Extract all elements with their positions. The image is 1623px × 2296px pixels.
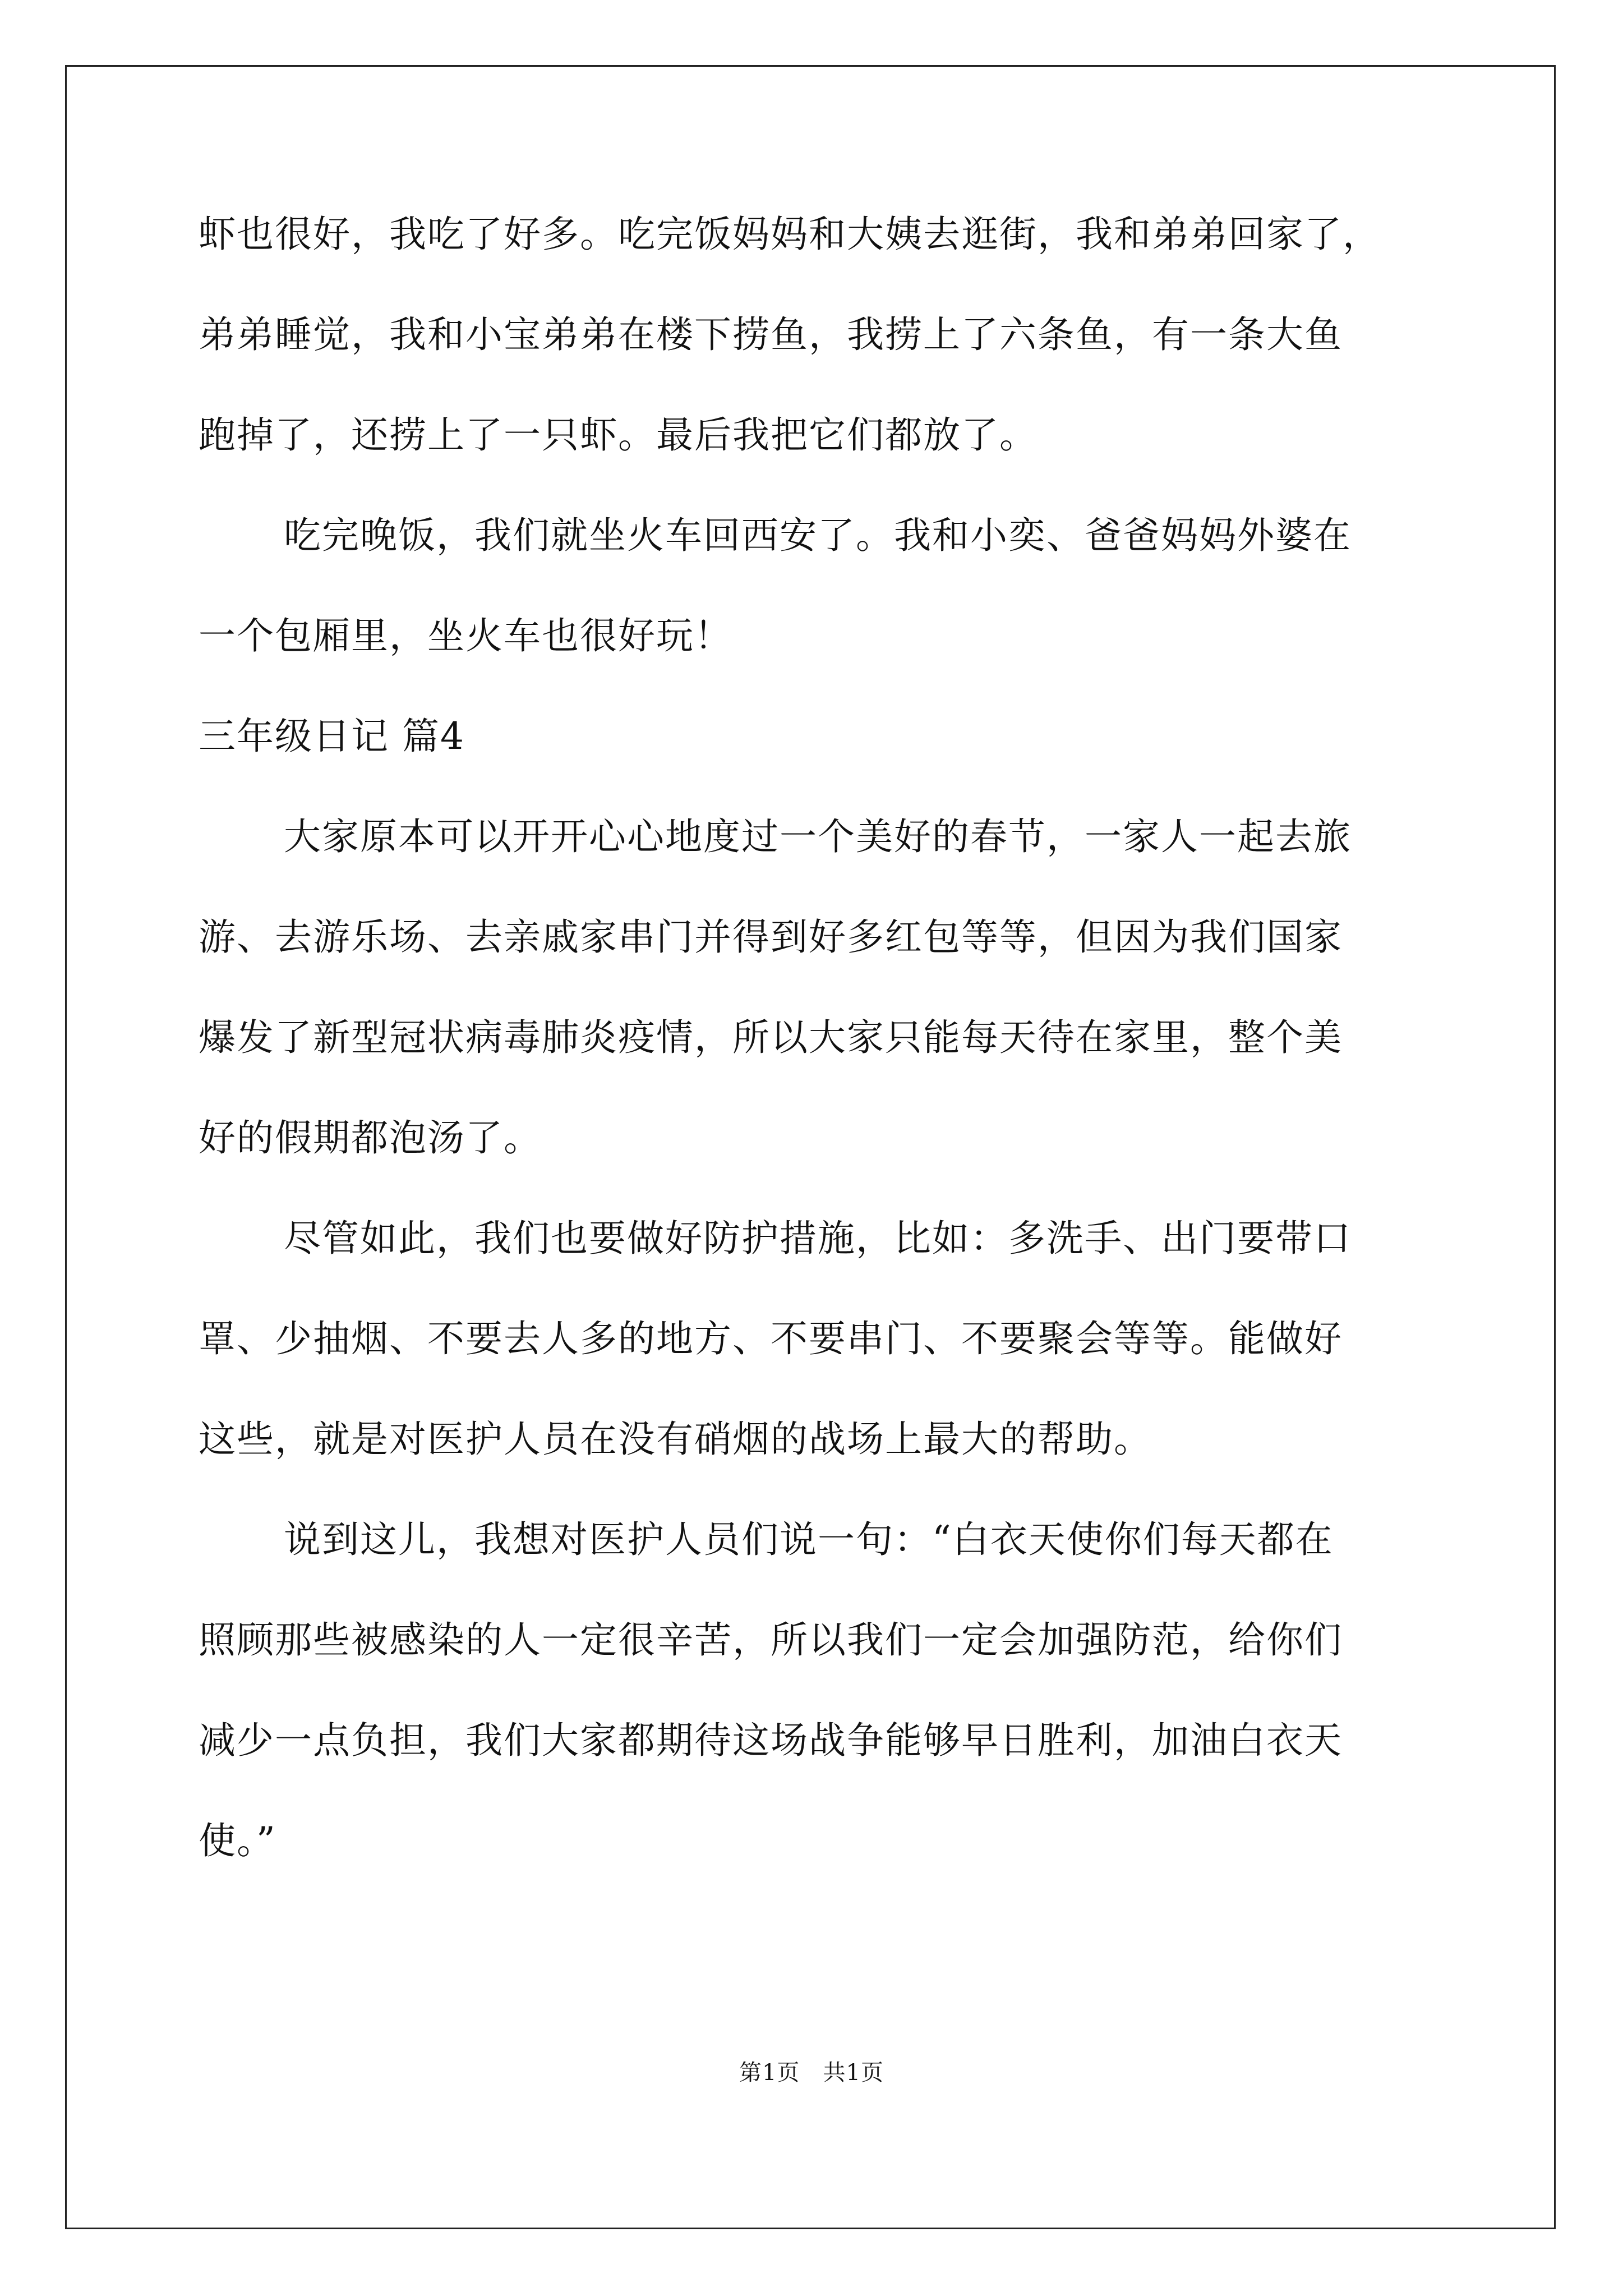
text-line: 弟弟睡觉，我和小宝弟弟在楼下捞鱼，我捞上了六条鱼，有一条大鱼 xyxy=(199,313,1343,356)
text-line: 跑掉了，还捞上了一只虾。最后我把它们都放了。 xyxy=(199,413,1038,457)
text-line: 罩、少抽烟、不要去人多的地方、不要串门、不要聚会等等。能做好 xyxy=(199,1317,1343,1360)
page-footer: 第1页 共1页 xyxy=(739,2060,884,2086)
text-line: 好的假期都泡汤了。 xyxy=(199,1116,542,1159)
text-line: 大家原本可以开开心心地度过一个美好的春节，一家人一起去旅 xyxy=(284,815,1352,858)
text-line: 照顾那些被感染的人一定很辛苦，所以我们一定会加强防范，给你们 xyxy=(199,1618,1343,1662)
paragraph-1 xyxy=(199,210,1427,460)
text-line: 虾也很好，我吃了好多。吃完饭妈妈和大姨去逛街，我和弟弟回家了， xyxy=(199,213,1381,256)
paragraph-5 xyxy=(199,1515,1427,1866)
text-line: 吃完晚饭，我们就坐火车回西安了。我和小奕、爸爸妈妈外婆在 xyxy=(284,514,1352,557)
text-line: 游、去游乐场、去亲戚家串门并得到好多红包等等，但因为我们国家 xyxy=(199,915,1343,959)
text-line: 这些，就是对医护人员在没有硝烟的战场上最大的帮助。 xyxy=(199,1418,1152,1461)
paragraph-3 xyxy=(199,812,1427,1163)
text-line: 爆发了新型冠状病毒肺炎疫情，所以大家只能每天待在家里，整个美 xyxy=(199,1016,1343,1059)
text-line: 一个包厢里，坐火车也很好玩！ xyxy=(199,614,732,657)
section-heading: 三年级日记 篇4 xyxy=(199,715,465,758)
text-line: 尽管如此，我们也要做好防护措施，比如：多洗手、出门要带口 xyxy=(284,1217,1352,1260)
text-line: 减少一点负担，我们大家都期待这场战争能够早日胜利，加油白衣天 xyxy=(199,1719,1343,1762)
text-line: 说到这儿，我想对医护人员们说一句：“白衣天使你们每天都在 xyxy=(284,1518,1334,1561)
paragraph-2 xyxy=(199,511,1427,661)
paragraph-4 xyxy=(199,1214,1427,1464)
document-body xyxy=(199,210,1427,1917)
text-line: 使。” xyxy=(199,1819,276,1862)
